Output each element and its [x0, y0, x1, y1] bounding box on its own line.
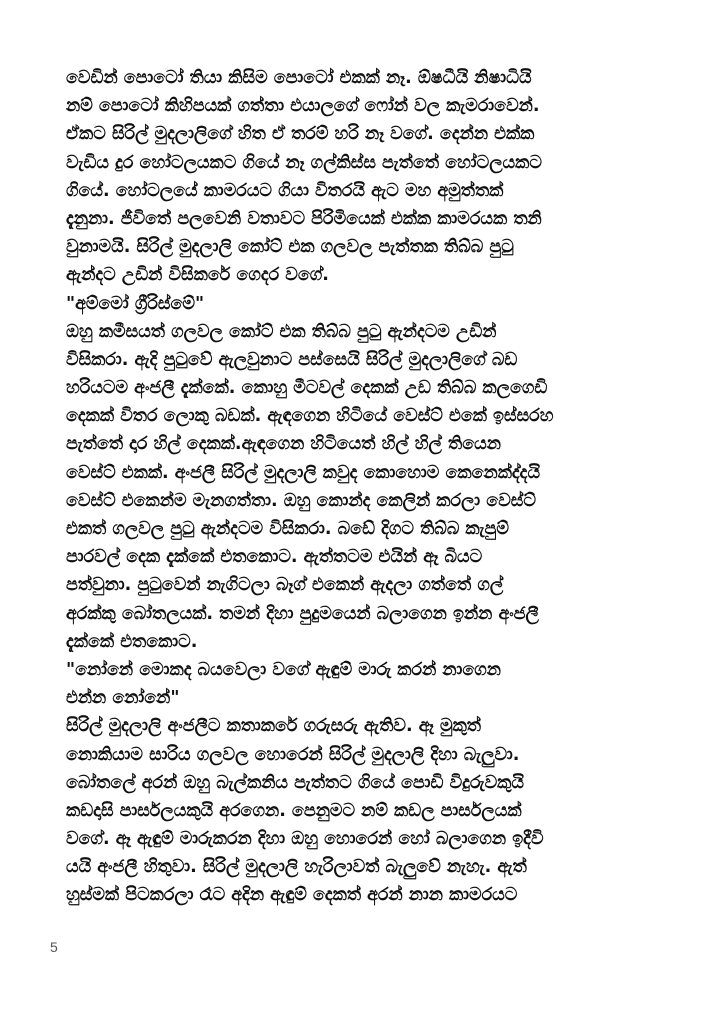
- text-line: වුනාමයි. සිරිල් මුදලාලි කෝට් එක ගලවල පැත්තක තිබ්බ පුටු: [66, 237, 514, 258]
- text-line: ඇන්දට උඩින් විසිකරේ ගෙදර වගේ.: [66, 265, 329, 286]
- text-line: බෝතලේ අරන් ඔහු බැල්කනිය පැත්තට ගියේ පොඩි විදුරුවකුයි: [66, 772, 524, 793]
- text-line: වෙස්ට් එකෙන්ම මැනගත්තා. ඔහු කොන්ද කෙලින් කරලා වෙස්ට්: [66, 490, 536, 511]
- text-line: වෙස්ට් එකක්. අංජලී සිරිල් මුදලාලි කවුද කොහොම කෙනෙක්ද්දයි: [66, 462, 541, 483]
- text-line: "නෝනේ මොකද බයවෙලා වගේ ඇඳුම් මාරු කරන් නාගෙන: [66, 659, 501, 680]
- text-line: හුස්මක් පිටකරලා රෑට අදින ඇඳුම් දෙකත් අරන් නාන කාමරයට: [66, 885, 518, 906]
- text-line: ඔහු කමීසයත් ගලවල කෝට් එක තිබ්බ පුටු ඇන්දටම උඩින්: [66, 321, 497, 342]
- text-line: සිරිල් මුදලාලි අංජලීට කතාකරේ ගරුසරු ඇතිව. ඈ මුකුත්: [66, 716, 482, 737]
- text-line: කඩදාසි පාර්සලයකුයි අරගෙන. පෙනුමට නම් කඩල පාර්සලයක්: [66, 800, 522, 821]
- text-line: එන්න නෝනේ": [66, 688, 180, 709]
- text-line: වැඩිය දුර හෝටලයකට ගියේ නෑ ගල්කිස්ස පැත්තේ හෝටලයකට: [66, 152, 542, 173]
- text-line: පැත්තේ දාර හිල් දෙකක්.ඇඳගෙන හිටියෙත් හිල් හිල් තියෙන: [66, 434, 501, 455]
- text-line: නොකියාම සාරිය ගලවල හොරෙන් සිරිල් මුදලාලි දිහා බැලුවා.: [66, 744, 520, 765]
- text-line: දැනුනා. ජීවිතේ පලවෙනි වතාවට පිරිමියෙක් එක්ක කාමරයක තනි: [66, 208, 542, 229]
- text-line: යයි අංජලී හිතුවා. සිරිල් මුදලාලි හැරිලාවත් බැලුවේ නැහැ. ඇත්: [66, 857, 527, 878]
- page-number: 5: [50, 939, 58, 955]
- body-text: [66, 64, 666, 910]
- text-line: හරියටම අංජලී දැක්කේ. කොහු මීටවල් දෙකක් උඩ තිබ්බ කලගෙඩි: [66, 378, 548, 399]
- text-line: වගේ. ඈ ඇඳුම් මාරුකරන දිහා ඔහු හොරෙන් හෝ බලාගෙන ඉදීවි: [66, 829, 544, 850]
- text-line: දෙකක් විතර ලොකු බඩක්. ඇඳගෙන හිටියේ වෙස්ට් එකේ ඉස්සරහ: [66, 406, 554, 427]
- text-line: පාරවල් දෙක දැක්කේ එතකොට. ඇත්තටම එයින් ඈ බියට: [66, 547, 483, 568]
- text-line: විසිකරා. ඇදි පුටුවේ ඇලවුනාට පස්සෙයි සිරිල් මුදලාලිගේ බඩ: [66, 349, 518, 370]
- text-line: එකත් ගලවල පුටු ඇන්දටම විසිකරා. බඩේ දිගට තිබ්බ කැපුම්: [66, 519, 509, 539]
- text-line: නම් පොටෝ කිහිපයක් ගත්තා එයාලගේ ෆෝන් වල කැමරාවෙන්.: [66, 96, 540, 117]
- text-line: ඒකට සිරිල් මුදලාලිගේ හිත ඒ තරම් හරි නෑ වගේ. දෙන්න එක්ක: [66, 124, 535, 145]
- text-line: දැක්කේ එතකොට.: [66, 631, 198, 652]
- text-line: පත්වුනා. පුටුවෙන් නැගිටලා බෑග් එකෙන් ඇදලා ගත්තේ ගල්: [66, 575, 504, 596]
- text-line: ගියේ. හෝටලයේ කාමරයට ගියා විතරයි ඇට මහ අමුත්තක්: [66, 180, 504, 201]
- text-line: "අම්මෝ ග්‍රීරිස්මේ": [66, 293, 205, 314]
- text-line: වෙඩින් පොටෝ තියා කිසිම පොටෝ එකක් නෑ. ඕෂධීයි නිෂාධියි: [66, 68, 532, 88]
- text-line: අරක්කු බෝතලයක්. තමන් දිහා පුදුමයෙන් බලාගෙන ඉන්න අංජලී: [66, 603, 539, 624]
